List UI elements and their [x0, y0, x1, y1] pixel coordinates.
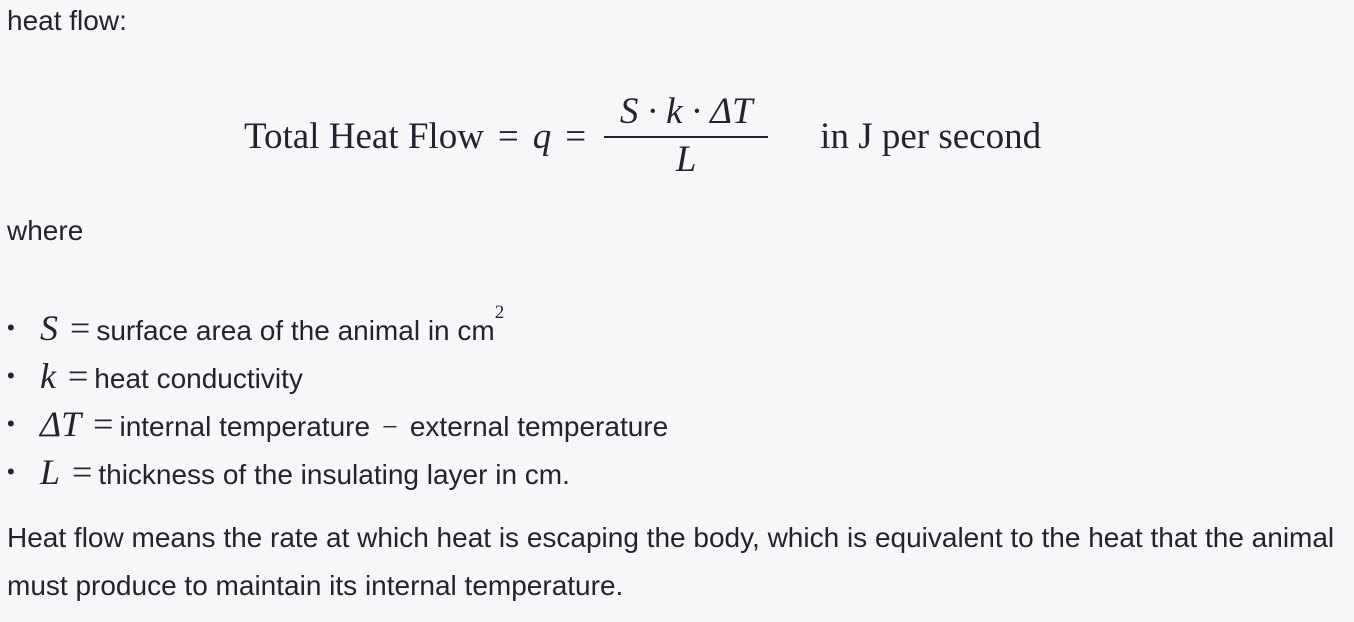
variable-symbol: S [40, 308, 58, 348]
variable-description: heat conductivity [94, 363, 303, 394]
formula-unit: in J per second [820, 115, 1042, 157]
variable-symbol: k [40, 356, 56, 396]
variable-description: thickness of the insulating layer in cm. [98, 459, 570, 490]
list-item [0, 304, 668, 352]
formula-denominator: L [675, 139, 697, 180]
variable-symbol: L [40, 452, 61, 492]
bullet-icon: • [7, 315, 15, 340]
list-item [0, 400, 668, 448]
list-item [0, 352, 668, 400]
variable-description-b: external temperature [409, 411, 669, 442]
variable-description-a: internal temperature [119, 411, 371, 442]
minus-sign: − [382, 412, 398, 443]
superscript: 2 [494, 302, 505, 323]
intro-text: heat flow: [7, 5, 127, 36]
bullet-icon: • [7, 363, 15, 388]
variable-equals: = [67, 356, 89, 396]
variable-list [0, 304, 668, 496]
variable-equals: = [70, 308, 91, 348]
explanation-paragraph: Heat flow means the rate at which heat is escaping the body, which is equivalent to the heat that the animal must produce to maintain its internal temperature. [7, 522, 1335, 601]
list-item [0, 448, 668, 496]
bullet-icon: • [7, 411, 15, 436]
where-label: where [7, 215, 84, 246]
variable-equals: = [93, 404, 114, 444]
formula-fraction [604, 92, 768, 180]
formula-lhs-text: Total Heat Flow [244, 115, 484, 157]
formula-q: q [532, 115, 552, 157]
heat-flow-formula [244, 86, 1041, 186]
variable-equals: = [72, 452, 93, 492]
formula-numerator: S · k · ΔT [619, 91, 753, 132]
formula-equals-2: = [565, 115, 587, 157]
bullet-icon: • [7, 459, 15, 484]
formula-equals-1: = [497, 115, 519, 157]
variable-description: surface area of the animal in cm [96, 315, 495, 346]
variable-symbol: ΔT [40, 404, 82, 444]
